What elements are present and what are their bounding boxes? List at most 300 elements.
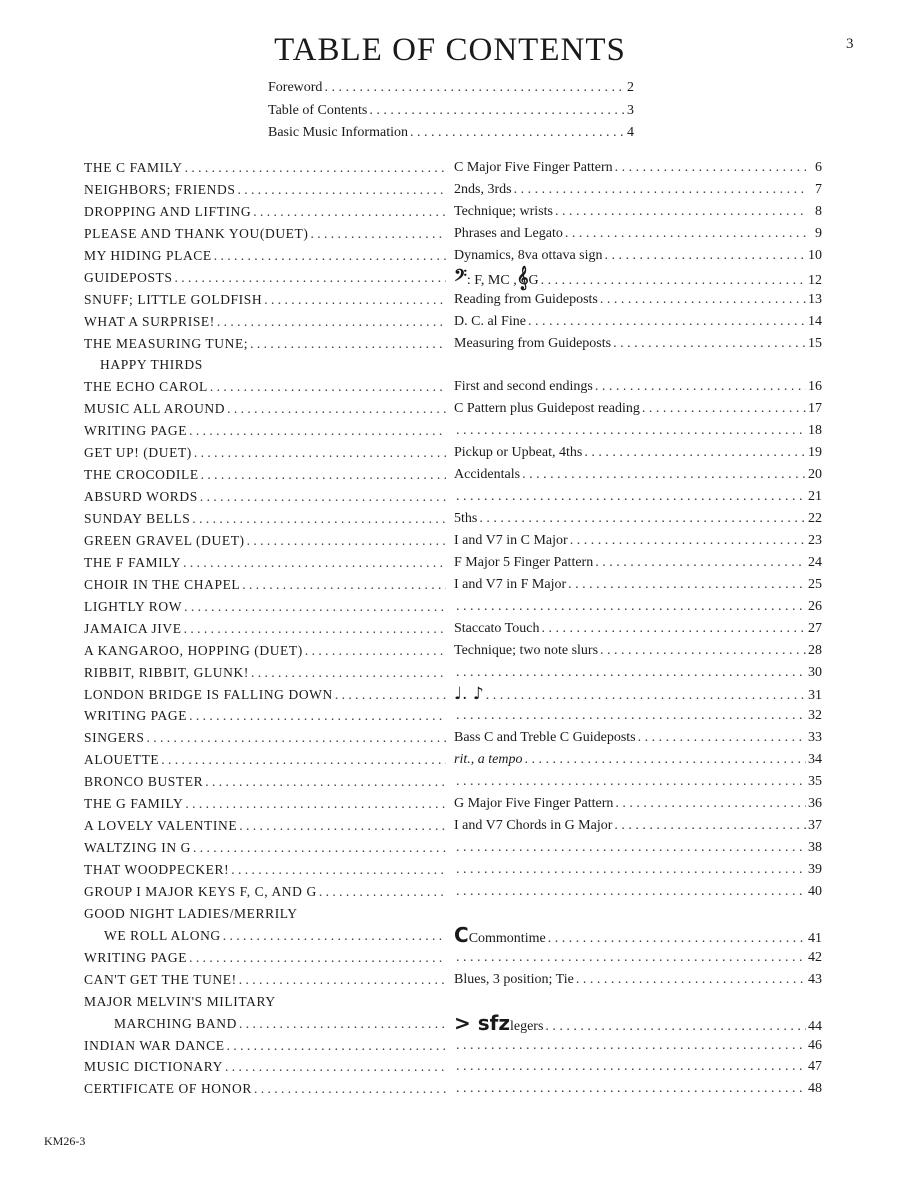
- dot-leader: [205, 771, 446, 793]
- dot-leader: [310, 223, 446, 245]
- page-title: TABLE OF CONTENTS: [274, 32, 626, 68]
- entry-title: WRITING PAGE: [84, 949, 188, 965]
- entry-title: LONDON BRIDGE IS FALLING DOWN: [84, 686, 333, 702]
- dot-leader: [456, 1056, 806, 1078]
- entry-title: THE ECHO CAROL: [84, 379, 208, 395]
- entry-topic: I and V7 in F Major: [454, 576, 567, 592]
- dot-leader: [210, 376, 446, 398]
- dot-leader: [528, 311, 806, 333]
- entry-page: 41: [808, 930, 822, 946]
- entry-topic: 5ths: [454, 511, 478, 526]
- entry-title: MAJOR MELVIN'S MILITARY: [84, 993, 276, 1009]
- entry-title-cell: [84, 245, 448, 267]
- dot-leader: [175, 267, 446, 289]
- dot-leader: [231, 859, 446, 881]
- entry-title-cell: [84, 727, 448, 749]
- entry-topic: I and V7 in C Major: [454, 532, 568, 548]
- entry-topic-cell: [454, 420, 822, 442]
- entry-title: WRITING PAGE: [84, 708, 188, 724]
- dot-leader: [192, 508, 446, 530]
- dot-leader: [194, 442, 446, 464]
- contents-row: [84, 793, 822, 815]
- entry-page: 38: [808, 840, 822, 856]
- dot-leader: [161, 749, 446, 771]
- entry-page: 21: [808, 489, 822, 505]
- contents-row: [84, 640, 822, 662]
- contents-row: [84, 376, 822, 398]
- contents-row: [84, 903, 822, 925]
- dot-leader: [614, 815, 806, 837]
- entry-title-cell: [84, 157, 448, 179]
- entry-title-cell: [84, 552, 448, 574]
- dot-leader: [514, 179, 806, 201]
- dot-leader: [185, 157, 446, 179]
- entry-topic-cell: [454, 881, 822, 903]
- entry-title-cell: [84, 398, 448, 420]
- entry-title-cell: [84, 991, 448, 1013]
- contents-row: [84, 464, 822, 486]
- contents-row: [84, 289, 822, 311]
- entry-title-cell: [84, 376, 448, 398]
- entry-topic-cell: [454, 398, 822, 420]
- entry-title: CERTIFICATE OF HONOR: [84, 1081, 252, 1097]
- contents-row: [84, 662, 822, 684]
- entry-page: 46: [808, 1037, 822, 1053]
- entry-page: 18: [808, 423, 822, 439]
- entry-title: INDIAN WAR DANCE: [84, 1037, 225, 1053]
- entry-title-cell: [84, 618, 448, 640]
- contents-row: [84, 420, 822, 442]
- entry-page: 44: [808, 1018, 822, 1034]
- dot-leader: [227, 1035, 446, 1057]
- entry-title: NEIGHBORS; FRIENDS: [84, 181, 236, 197]
- entry-topic: First and second endings: [454, 379, 593, 395]
- dot-leader: [568, 574, 806, 596]
- entry-page: 33: [808, 730, 822, 746]
- entry-title-cell: [84, 179, 448, 201]
- entry-topic-cell: [454, 684, 822, 707]
- contents-row: [84, 947, 822, 969]
- entry-topic-cell: [454, 376, 822, 398]
- entry-topic: C Major Five Finger Pattern: [454, 160, 613, 175]
- dot-leader: [456, 859, 806, 881]
- entry-title-cell: [84, 223, 448, 245]
- dot-leader: [595, 552, 806, 574]
- entry-topic-cell: [454, 771, 822, 793]
- entry-topic-cell: [454, 793, 822, 815]
- dot-leader: [456, 837, 806, 859]
- entry-page: 12: [808, 272, 822, 288]
- entry-title: HAPPY THIRDS: [100, 357, 203, 373]
- music-symbol-icon: > sfz: [454, 1010, 510, 1035]
- dot-leader: [576, 969, 806, 991]
- entry-title-cell: [84, 486, 448, 508]
- entry-topic: G Major Five Finger Pattern: [454, 796, 614, 812]
- entry-title: WRITING PAGE: [84, 423, 188, 439]
- entry-title: THAT WOODPECKER!: [84, 862, 230, 877]
- entry-topic: : F, MC ,: [466, 272, 517, 288]
- dot-leader: [615, 157, 806, 179]
- contents-row: [84, 157, 822, 179]
- dot-leader: [185, 793, 446, 815]
- dot-leader: [324, 80, 625, 96]
- front-matter-title: Basic Music Information: [268, 125, 408, 140]
- front-matter-item: [268, 103, 634, 126]
- entry-topic-cell: [454, 859, 822, 881]
- entry-topic: rit., a tempo: [454, 752, 523, 768]
- dot-leader: [335, 684, 446, 706]
- entry-topic: Phrases and Legato: [454, 225, 563, 241]
- entry-page: 40: [808, 883, 822, 899]
- front-matter-list: [268, 80, 634, 148]
- dot-leader: [200, 486, 446, 508]
- entry-title: CHOIR IN THE CHAPEL: [84, 576, 241, 592]
- entry-title: THE C FAMILY: [84, 160, 183, 175]
- entry-title-cell: [84, 947, 448, 969]
- entry-topic-cell: [454, 201, 822, 223]
- entry-title: PLEASE AND THANK YOU(DUET): [84, 225, 309, 241]
- entry-topic-cell: [454, 749, 822, 771]
- front-matter-page: 4: [627, 125, 634, 140]
- entry-topic-cell: [454, 640, 822, 662]
- entry-title: MUSIC DICTIONARY: [84, 1059, 223, 1075]
- entry-page: 32: [808, 708, 822, 724]
- music-symbol-icon: C: [454, 922, 469, 947]
- entry-title: MUSIC ALL AROUND: [84, 401, 226, 417]
- dot-leader: [247, 530, 446, 552]
- dot-leader: [184, 596, 446, 618]
- music-symbol-icon: 𝄢: [454, 264, 467, 289]
- dot-leader: [264, 289, 446, 311]
- entry-title-cell: [84, 1078, 448, 1100]
- entry-page: 24: [808, 554, 822, 570]
- contents-row: [84, 223, 822, 245]
- entry-page: 28: [808, 642, 822, 658]
- contents-row: [84, 1056, 822, 1078]
- entry-page: 26: [808, 598, 822, 614]
- entry-title: SINGERS: [84, 730, 145, 746]
- entry-topic-suffix: G: [528, 272, 539, 288]
- contents-row: [84, 201, 822, 223]
- entry-page: 22: [808, 511, 822, 526]
- entry-topic-cell: [454, 245, 822, 267]
- entry-topic-cell: [454, 311, 822, 333]
- dot-leader: [410, 125, 625, 141]
- entry-title-cell: [84, 793, 448, 815]
- entry-title-cell: [84, 969, 448, 991]
- dot-leader: [319, 881, 446, 903]
- entry-title-cell: [84, 289, 448, 311]
- dot-leader: [189, 947, 446, 969]
- dot-leader: [223, 925, 446, 947]
- dot-leader: [605, 245, 806, 267]
- entry-title-cell: [84, 354, 448, 376]
- contents-row: [84, 596, 822, 618]
- entry-topic-cell: [454, 1078, 822, 1100]
- entry-topic: F Major 5 Finger Pattern: [454, 554, 594, 570]
- contents-row: [84, 1010, 822, 1035]
- entry-title-cell: [84, 815, 448, 837]
- front-matter-title: Foreword: [268, 80, 323, 95]
- contents-row: [84, 1035, 822, 1057]
- entry-title: WHAT A SURPRISE!: [84, 313, 215, 329]
- dot-leader: [217, 311, 446, 333]
- entry-title: ABSURD WORDS: [84, 489, 198, 505]
- entry-topic: Bass C and Treble C Guideposts: [454, 730, 636, 746]
- entry-topic-cell: [454, 552, 822, 574]
- dot-leader: [369, 103, 625, 119]
- entry-title-cell: [84, 333, 448, 355]
- contents-row: [84, 574, 822, 596]
- dot-leader: [239, 969, 446, 991]
- entry-topic: Blues, 3 position; Tie: [454, 971, 574, 987]
- entry-title-cell: [84, 574, 448, 596]
- dot-leader: [456, 596, 806, 618]
- dot-leader: [242, 574, 446, 596]
- contents-row: [84, 881, 822, 903]
- entry-topic-cell: [454, 1035, 822, 1057]
- contents-row: [84, 1078, 822, 1100]
- entry-title: GREEN GRAVEL (DUET): [84, 532, 245, 548]
- entry-title: WE ROLL ALONG: [104, 927, 221, 943]
- entry-page: 42: [808, 949, 822, 965]
- dot-leader: [227, 398, 446, 420]
- entry-title: RIBBIT, RIBBIT, GLUNK!: [84, 664, 249, 680]
- entry-page: 27: [808, 620, 822, 636]
- contents-row: [84, 311, 822, 333]
- entry-topic-cell: [454, 333, 822, 355]
- entry-page: 19: [808, 445, 822, 461]
- entry-title-cell: [84, 201, 448, 223]
- entry-page: 43: [808, 971, 822, 987]
- entry-page: 48: [808, 1081, 822, 1097]
- page-number: 3: [846, 36, 854, 52]
- dot-leader: [486, 685, 806, 707]
- entry-title: SNUFF; LITTLE GOLDFISH: [84, 291, 263, 307]
- entry-topic-cell: [454, 223, 822, 245]
- entry-title-cell: [84, 771, 448, 793]
- entry-title: SUNDAY BELLS: [84, 511, 191, 526]
- entry-title-cell: [84, 420, 448, 442]
- entry-title: A KANGAROO, HOPPING (DUET): [84, 642, 303, 658]
- dot-leader: [239, 815, 446, 837]
- dot-leader: [456, 881, 806, 903]
- contents-row: [84, 705, 822, 727]
- entry-topic-cell: [454, 596, 822, 618]
- entry-topic-cell: [454, 815, 822, 837]
- entry-title-cell: [84, 837, 448, 859]
- contents-row: [84, 179, 822, 201]
- dot-leader: [570, 530, 806, 552]
- treble-clef-icon: 𝄞: [516, 264, 529, 289]
- entry-topic-cell: [454, 727, 822, 749]
- entry-topic: 2nds, 3rds: [454, 181, 512, 197]
- entry-title-cell: [84, 1013, 448, 1035]
- dot-leader: [456, 662, 806, 684]
- dot-leader: [600, 289, 806, 311]
- entry-page: 7: [815, 181, 822, 197]
- entry-topic: Pickup or Upbeat, 4ths: [454, 445, 583, 461]
- dot-leader: [193, 837, 446, 859]
- dot-leader: [479, 508, 806, 530]
- entry-topic: ♩. ♪: [454, 683, 484, 704]
- entry-topic: Measuring from Guideposts: [454, 335, 612, 351]
- dot-leader: [225, 1056, 446, 1078]
- entry-topic: legers: [509, 1018, 544, 1034]
- dot-leader: [183, 552, 446, 574]
- entry-topic: Staccato Touch: [454, 620, 540, 636]
- entry-topic-cell: [454, 530, 822, 552]
- entry-page: 47: [808, 1059, 822, 1075]
- entry-title: CAN'T GET THE TUNE!: [84, 971, 237, 987]
- dot-leader: [522, 464, 806, 486]
- contents-row: [84, 749, 822, 771]
- dot-leader: [250, 333, 446, 355]
- entry-topic: Technique; two note slurs: [454, 642, 599, 658]
- entry-title-cell: [84, 640, 448, 662]
- entry-title: GROUP I MAJOR KEYS F, C, AND G: [84, 883, 317, 899]
- dot-leader: [189, 420, 446, 442]
- entry-page: 17: [808, 401, 822, 417]
- entry-title-cell: [84, 311, 448, 333]
- footer-code: KM26-3: [44, 1134, 86, 1148]
- entry-topic-cell: [454, 662, 822, 684]
- entry-title: MARCHING BAND: [114, 1015, 237, 1031]
- entry-title: THE CROCODILE: [84, 467, 199, 483]
- entry-page: 13: [808, 291, 822, 307]
- entry-topic-cell: [454, 508, 822, 530]
- entry-title-cell: [84, 508, 448, 530]
- entry-title-cell: [84, 903, 448, 925]
- entry-page: 36: [808, 796, 822, 812]
- contents-row: [84, 969, 822, 991]
- entry-topic-cell: [454, 947, 822, 969]
- entry-title: JAMAICA JIVE: [84, 620, 182, 636]
- entry-topic: C Pattern plus Guidepost reading: [454, 401, 640, 417]
- front-matter-page: 3: [627, 102, 634, 118]
- dot-leader: [595, 376, 806, 398]
- entry-title: MY HIDING PLACE: [84, 247, 212, 263]
- dot-leader: [613, 333, 806, 355]
- contents-row: [84, 771, 822, 793]
- entry-topic-cell: [454, 705, 822, 727]
- contents-list: [84, 157, 822, 1100]
- entry-page: 31: [808, 687, 822, 703]
- entry-title-cell: [84, 530, 448, 552]
- entry-page: 8: [815, 203, 822, 219]
- entry-topic-cell: [454, 464, 822, 486]
- entry-title-cell: [84, 859, 448, 881]
- dot-leader: [615, 793, 806, 815]
- dot-leader: [638, 727, 806, 749]
- entry-title-cell: [84, 749, 448, 771]
- dot-leader: [146, 727, 446, 749]
- dot-leader: [305, 640, 446, 662]
- contents-row: [84, 486, 822, 508]
- entry-title-cell: [84, 267, 448, 289]
- entry-title: A LOVELY VALENTINE: [84, 818, 238, 834]
- entry-title: BRONCO BUSTER: [84, 774, 204, 790]
- dot-leader: [456, 705, 806, 727]
- entry-title: THE F FAMILY: [84, 554, 182, 570]
- contents-row: [84, 991, 822, 1013]
- contents-row: [84, 815, 822, 837]
- dot-leader: [456, 486, 806, 508]
- entry-topic-cell: [454, 837, 822, 859]
- entry-page: 30: [808, 664, 822, 680]
- entry-page: 15: [808, 335, 822, 351]
- entry-page: 25: [808, 576, 822, 592]
- dot-leader: [189, 705, 446, 727]
- entry-page: 16: [808, 379, 822, 395]
- entry-topic: Dynamics, 8va ottava sign: [454, 247, 603, 263]
- dot-leader: [254, 1078, 446, 1100]
- front-matter-page: 2: [627, 80, 634, 95]
- contents-row: [84, 859, 822, 881]
- contents-row: [84, 398, 822, 420]
- dot-leader: [214, 245, 446, 267]
- entry-page: 23: [808, 532, 822, 548]
- entry-title: GUIDEPOSTS: [84, 269, 173, 285]
- contents-row: [84, 354, 822, 376]
- dot-leader: [456, 1035, 806, 1057]
- entry-title: LIGHTLY ROW: [84, 598, 183, 614]
- entry-topic: Commontime: [468, 930, 546, 946]
- dot-leader: [456, 1078, 806, 1100]
- entry-page: 34: [808, 752, 822, 768]
- dot-leader: [237, 179, 446, 201]
- entry-title-cell: [84, 464, 448, 486]
- contents-row: [84, 530, 822, 552]
- entry-title: THE G FAMILY: [84, 796, 184, 812]
- entry-topic-cell: [454, 486, 822, 508]
- dot-leader: [555, 201, 806, 223]
- entry-topic-cell: [454, 1056, 822, 1078]
- entry-title: THE MEASURING TUNE;: [84, 335, 249, 351]
- entry-topic-cell: [454, 969, 822, 991]
- dot-leader: [239, 1013, 446, 1035]
- entry-title: GOOD NIGHT LADIES/MERRILY: [84, 905, 298, 921]
- contents-row: [84, 442, 822, 464]
- dot-leader: [201, 464, 446, 486]
- contents-row: [84, 618, 822, 640]
- contents-row: [84, 245, 822, 267]
- contents-row: [84, 333, 822, 355]
- contents-row: [84, 264, 822, 289]
- entry-title: ALOUETTE: [84, 752, 160, 768]
- dot-leader: [251, 662, 446, 684]
- entry-title: DROPPING AND LIFTING: [84, 203, 252, 219]
- entry-page: 39: [808, 862, 822, 877]
- entry-page: 10: [808, 247, 822, 263]
- contents-row: [84, 508, 822, 530]
- entry-title-cell: [84, 1056, 448, 1078]
- entry-title-cell: [84, 684, 448, 706]
- dot-leader: [456, 947, 806, 969]
- front-matter-title: Table of Contents: [268, 102, 368, 118]
- dot-leader: [456, 420, 806, 442]
- front-matter-item: [268, 125, 634, 148]
- entry-topic-cell: [454, 179, 822, 201]
- contents-row: [84, 552, 822, 574]
- entry-topic: D. C. al Fine: [454, 313, 526, 329]
- entry-page: 9: [815, 225, 822, 241]
- dot-leader: [456, 771, 806, 793]
- dot-leader: [541, 618, 806, 640]
- entry-title: WALTZING IN G: [84, 840, 192, 856]
- dot-leader: [600, 640, 806, 662]
- entry-topic: I and V7 Chords in G Major: [454, 818, 613, 834]
